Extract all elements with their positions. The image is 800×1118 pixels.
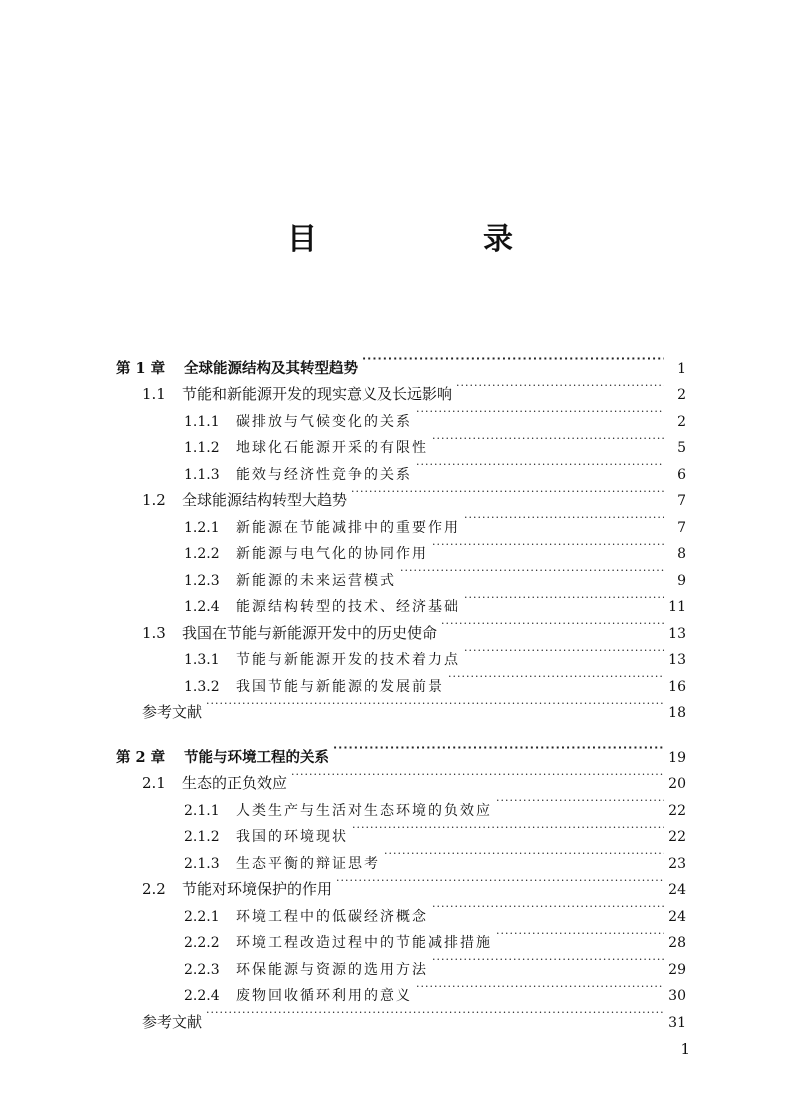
toc-chapter-2[interactable] — [116, 735, 686, 766]
toc-entry[interactable] — [116, 841, 686, 872]
section-title: 新能源与电气化的协同作用 — [236, 546, 428, 562]
dot-leader — [416, 399, 664, 426]
dot-leader — [336, 868, 664, 895]
section-number: 2.1 — [142, 774, 166, 792]
section-title: 能源结构转型的技术、经济基础 — [236, 599, 460, 615]
page-number: 22 — [668, 802, 686, 819]
toc-entry[interactable] — [116, 638, 686, 668]
toc-references[interactable] — [116, 691, 686, 721]
section-number: 1.2 — [142, 491, 166, 509]
dot-leader — [416, 452, 664, 479]
section-title: 环保能源与资源的选用方法 — [236, 961, 428, 978]
toc-entry[interactable] — [116, 585, 686, 615]
page-title: 目 录 — [287, 222, 581, 257]
dot-leader — [333, 735, 664, 762]
dot-leader — [291, 762, 664, 789]
page-number: 7 — [677, 519, 686, 536]
footer-page-number: 1 — [680, 1040, 690, 1058]
page-number: 18 — [668, 705, 686, 721]
section-number: 1.1.1 — [184, 413, 220, 430]
dot-leader — [441, 611, 664, 638]
toc-entry[interactable] — [116, 426, 686, 456]
dot-leader — [464, 638, 664, 665]
dot-leader — [400, 558, 664, 585]
dot-leader — [416, 974, 664, 1001]
section-number: 1.3 — [142, 623, 166, 642]
page-number: 7 — [677, 493, 686, 509]
section-title: 废物回收循环利用的意义 — [236, 988, 412, 1004]
references-title: 参考文献 — [142, 1012, 203, 1031]
table-of-contents — [116, 346, 686, 1031]
page-number: 13 — [668, 652, 686, 668]
toc-entry[interactable] — [116, 788, 686, 819]
dot-leader — [496, 921, 664, 948]
dot-leader — [352, 815, 664, 842]
toc-entry[interactable] — [116, 452, 686, 483]
section-title: 我国节能与新能源的发展前景 — [236, 678, 444, 695]
dot-leader — [206, 1000, 664, 1027]
section-title: 环境工程改造过程中的节能减排措施 — [236, 935, 492, 951]
section-title: 人类生产与生活对生态环境的负效应 — [236, 802, 492, 819]
dot-leader — [464, 585, 664, 612]
toc-entry[interactable] — [116, 505, 686, 536]
section-title: 生态平衡的辩证思考 — [236, 855, 380, 872]
section-title: 节能和新能源开发的现实意义及长远影响 — [182, 385, 453, 403]
section-title: 地球化石能源开采的有限性 — [236, 440, 428, 456]
toc-entry[interactable] — [116, 558, 686, 589]
page-number: 5 — [677, 440, 686, 456]
section-number: 2.2.1 — [184, 908, 220, 925]
dot-leader — [362, 346, 664, 373]
section-number: 2.2.3 — [184, 961, 220, 978]
page-number: 13 — [668, 625, 686, 642]
chapter-number: 第 1 章 — [116, 359, 166, 377]
toc-entry[interactable] — [116, 894, 686, 925]
section-title: 我国的环境现状 — [236, 829, 348, 845]
section-title: 节能与新能源开发的技术着力点 — [236, 652, 460, 668]
references-title: 参考文献 — [142, 703, 203, 721]
section-title: 新能源在节能减排中的重要作用 — [236, 519, 460, 536]
page-number: 11 — [668, 599, 686, 615]
section-number: 1.3.2 — [184, 678, 220, 695]
section-number: 2.2 — [142, 880, 166, 898]
toc-entry[interactable] — [116, 921, 686, 951]
toc-entry[interactable] — [116, 664, 686, 695]
dot-leader — [456, 373, 664, 400]
toc-chapter-1[interactable] — [116, 346, 686, 377]
dot-leader — [464, 505, 664, 532]
toc-entry[interactable] — [116, 947, 686, 978]
page-number: 29 — [668, 961, 686, 978]
page-number: 31 — [668, 1014, 686, 1031]
page-number: 2 — [677, 413, 686, 430]
section-number: 1.2.2 — [184, 546, 220, 562]
toc-entry[interactable] — [116, 399, 686, 430]
dot-leader — [206, 691, 664, 718]
toc-entry[interactable] — [116, 479, 686, 509]
toc-entry[interactable] — [116, 815, 686, 845]
section-number: 2.2.2 — [184, 935, 220, 951]
toc-entry[interactable] — [116, 974, 686, 1004]
page-number: 9 — [677, 572, 686, 589]
page-number: 24 — [668, 908, 686, 925]
section-number: 1.1 — [142, 385, 166, 403]
dot-leader — [432, 894, 664, 921]
dot-leader — [384, 841, 664, 868]
section-title: 能效与经济性竞争的关系 — [236, 466, 412, 483]
section-number: 2.1.1 — [184, 802, 220, 819]
section-number: 2.1.3 — [184, 855, 220, 872]
page-number: 20 — [668, 776, 686, 792]
page-number: 24 — [668, 882, 686, 898]
section-title: 碳排放与气候变化的关系 — [236, 413, 412, 430]
toc-references[interactable] — [116, 1000, 686, 1031]
section-title: 全球能源结构转型大趋势 — [182, 491, 348, 509]
page-number: 1 — [677, 360, 686, 377]
dot-leader — [496, 788, 664, 815]
page-number: 19 — [668, 749, 686, 766]
toc-entry[interactable] — [116, 532, 686, 562]
section-title: 我国在节能与新能源开发中的历史使命 — [182, 623, 438, 642]
section-title: 节能对环境保护的作用 — [182, 880, 333, 898]
dot-leader — [432, 532, 664, 559]
dot-leader — [432, 947, 664, 974]
page-number: 8 — [677, 546, 686, 562]
chapter-title: 全球能源结构及其转型趋势 — [184, 360, 358, 377]
toc-entry[interactable] — [116, 373, 686, 403]
page-number: 23 — [668, 855, 686, 872]
section-title: 环境工程中的低碳经济概念 — [236, 908, 428, 925]
section-number: 1.2.3 — [184, 572, 220, 589]
section-number: 2.2.4 — [184, 988, 220, 1004]
page-number: 16 — [668, 678, 686, 695]
dot-leader — [432, 426, 664, 453]
section-number: 1.1.3 — [184, 466, 220, 483]
dot-leader — [448, 664, 664, 691]
toc-entry[interactable] — [116, 762, 686, 792]
toc-entry[interactable] — [116, 611, 686, 642]
section-title: 新能源的未来运营模式 — [236, 572, 396, 589]
page-number: 30 — [668, 988, 686, 1004]
chapter-title: 节能与环境工程的关系 — [184, 749, 329, 766]
page-number: 6 — [677, 466, 686, 483]
dot-leader — [351, 479, 664, 506]
page-number: 22 — [668, 829, 686, 845]
section-number: 1.2.1 — [184, 519, 220, 536]
section-number: 1.2.4 — [184, 599, 220, 615]
section-number: 2.1.2 — [184, 829, 220, 845]
toc-entry[interactable] — [116, 868, 686, 898]
page-number: 28 — [668, 935, 686, 951]
section-title: 生态的正负效应 — [182, 774, 288, 792]
section-number: 1.3.1 — [184, 652, 220, 668]
page-number: 2 — [677, 387, 686, 403]
chapter-number: 第 2 章 — [116, 748, 166, 766]
section-number: 1.1.2 — [184, 440, 220, 456]
